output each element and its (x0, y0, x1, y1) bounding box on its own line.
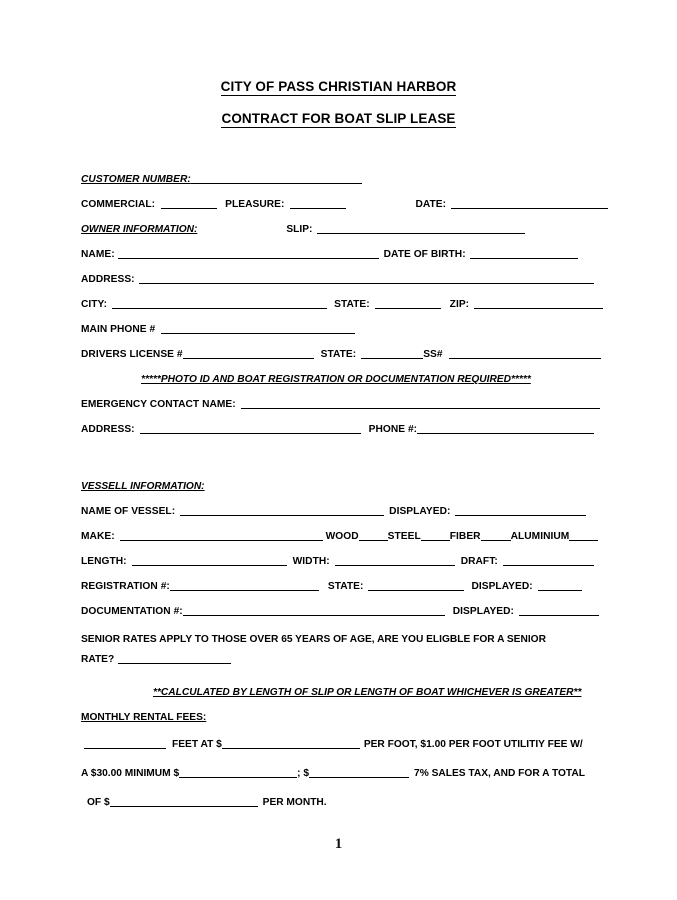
row-drivers-license (81, 342, 596, 367)
vessel-displayed-field[interactable] (455, 504, 586, 516)
fee-line-3-tail: PER MONTH. (262, 797, 327, 808)
material-fiber-field[interactable] (481, 529, 511, 541)
documentation-displayed-label: DISPLAYED: (452, 606, 514, 617)
make-label: MAKE: (81, 531, 115, 542)
city-state-label: STATE: (334, 299, 370, 310)
fee-line-2-mid: ; $ (297, 768, 310, 779)
draft-label: DRAFT: (460, 556, 498, 567)
city-field[interactable] (112, 297, 327, 309)
fee-feet-field[interactable] (84, 737, 166, 749)
length-label: LENGTH: (81, 556, 127, 567)
material-wood-label: WOOD (325, 531, 359, 542)
material-steel-field[interactable] (421, 529, 450, 541)
row-documentation (81, 599, 596, 624)
row-name-dob (81, 242, 596, 267)
material-aluminium-label: ALUMINIUM (510, 531, 570, 542)
row-commercial-pleasure-date (81, 192, 596, 217)
fee-minimum-field[interactable] (179, 766, 297, 778)
row-vessel-section-heading (81, 474, 596, 499)
name-of-vessel-field[interactable] (180, 504, 384, 516)
ssn-field[interactable] (449, 347, 601, 359)
senior-rate-text: SENIOR RATES APPLY TO THOSE OVER 65 YEARS OF AGE, ARE YOU ELIGBLE FOR A SENIOR RATE? (81, 634, 546, 665)
owner-address-field[interactable] (139, 272, 594, 284)
slip-field[interactable] (317, 222, 525, 234)
registration-state-label: STATE: (327, 581, 364, 592)
material-steel-label: STEEL (387, 531, 421, 542)
photo-id-notice (81, 367, 596, 392)
emergency-contact-name-field[interactable] (241, 397, 600, 409)
registration-field[interactable] (170, 579, 319, 591)
drivers-license-state-label: STATE: (320, 349, 357, 360)
row-owner-address (81, 267, 596, 292)
calculation-notice-text: **CALCULATED BY LENGTH OF SLIP OR LENGTH OF BOAT WHICHEVER IS GREATER** (153, 687, 582, 698)
drivers-license-label: DRIVERS LICENSE # (81, 349, 183, 360)
fee-feet-at-label: FEET AT $ (172, 739, 222, 750)
senior-rate-paragraph (81, 630, 581, 670)
date-field[interactable] (451, 197, 608, 209)
commercial-field[interactable] (161, 197, 217, 209)
owner-address-label: ADDRESS: (81, 274, 135, 285)
document-title-line-1 (81, 80, 596, 94)
fee-minimum-label: A $30.00 MINIMUM $ (81, 768, 180, 779)
name-field[interactable] (118, 247, 379, 259)
draft-field[interactable] (503, 554, 594, 566)
document-title-block (81, 0, 596, 125)
row-vessel-make-materials (81, 524, 596, 549)
emergency-phone-field[interactable] (417, 422, 594, 434)
row-owner-information-slip (81, 217, 596, 242)
fee-line-2-tail: 7% SALES TAX, AND FOR A TOTAL (414, 768, 585, 779)
date-label: DATE: (415, 199, 447, 210)
emergency-contact-name-label: EMERGENCY CONTACT NAME: (81, 399, 236, 410)
row-length-width-draft (81, 549, 596, 574)
pleasure-field[interactable] (290, 197, 346, 209)
fee-line-3 (81, 788, 596, 817)
registration-state-field[interactable] (368, 579, 464, 591)
photo-id-notice-text: *****PHOTO ID AND BOAT REGISTRATION OR DOCUMENTATION REQUIRED***** (141, 374, 531, 385)
vessel-information-label: VESSELL INFORMATION: (81, 481, 205, 492)
emergency-address-label: ADDRESS: (81, 424, 135, 435)
document-title-line-2-text: CONTRACT FOR BOAT SLIP LEASE (221, 110, 456, 126)
fee-line-1-tail: PER FOOT, $1.00 PER FOOT UTILITIY FEE W/ (363, 739, 583, 750)
material-aluminium-field[interactable] (569, 529, 598, 541)
ssn-label: SS# (423, 349, 443, 360)
commercial-label: COMMERCIAL: (81, 199, 156, 210)
calculation-notice (81, 680, 596, 705)
document-title-line-1-text: CITY OF PASS CHRISTIAN HARBOR (220, 79, 457, 94)
row-city-state-zip (81, 292, 596, 317)
row-emergency-address-phone (81, 417, 596, 442)
monthly-rental-fees-label: MONTHLY RENTAL FEES: (81, 712, 207, 723)
spacer-after-title-2 (81, 155, 596, 167)
fee-line-2 (81, 759, 596, 788)
row-customer-number (81, 167, 596, 192)
spacer-before-vessel-2 (81, 462, 596, 474)
registration-label: REGISTRATION #: (81, 581, 170, 592)
document-body (81, 0, 596, 817)
width-field[interactable] (335, 554, 455, 566)
customer-number-label: CUSTOMER NUMBER: (81, 174, 191, 185)
page-number: 1 (334, 836, 343, 852)
owner-information-label: OWNER INFORMATION: (81, 224, 198, 235)
documentation-label: DOCUMENTATION #: (81, 606, 183, 617)
document-title-line-2 (81, 112, 596, 126)
row-registration (81, 574, 596, 599)
vessel-displayed-label: DISPLAYED: (389, 506, 451, 517)
drivers-license-field[interactable] (183, 347, 314, 359)
registration-displayed-field[interactable] (538, 579, 582, 591)
fee-total-label: OF $ (87, 797, 110, 808)
width-label: WIDTH: (292, 556, 330, 567)
drivers-license-state-field[interactable] (361, 347, 423, 359)
row-vessel-name-displayed (81, 499, 596, 524)
city-state-field[interactable] (375, 297, 441, 309)
documentation-field[interactable] (183, 604, 445, 616)
customer-number-field[interactable] (191, 172, 362, 184)
name-label: NAME: (81, 249, 115, 260)
date-of-birth-label: DATE OF BIRTH: (383, 249, 466, 260)
slip-label: SLIP: (286, 224, 313, 235)
fee-line-1 (81, 730, 596, 759)
registration-displayed-label: DISPLAYED: (471, 581, 533, 592)
spacer-before-vessel (81, 442, 596, 462)
row-main-phone (81, 317, 596, 342)
emergency-phone-label: PHONE #: (368, 424, 418, 435)
make-field[interactable] (120, 529, 323, 541)
emergency-address-field[interactable] (140, 422, 361, 434)
senior-rate-field[interactable] (118, 652, 231, 664)
city-label: CITY: (81, 299, 108, 310)
row-emergency-contact-name (81, 392, 596, 417)
length-field[interactable] (132, 554, 287, 566)
fee-tax-field[interactable] (309, 766, 409, 778)
name-of-vessel-label: NAME OF VESSEL: (81, 506, 176, 517)
documentation-displayed-field[interactable] (519, 604, 599, 616)
fee-total-field[interactable] (110, 795, 258, 807)
date-of-birth-field[interactable] (470, 247, 578, 259)
material-fiber-label: FIBER (449, 531, 481, 542)
material-wood-field[interactable] (359, 529, 388, 541)
zip-label: ZIP: (449, 299, 470, 310)
pleasure-label: PLEASURE: (225, 199, 285, 210)
main-phone-label: MAIN PHONE # (81, 324, 156, 335)
fee-per-foot-amount-field[interactable] (222, 737, 360, 749)
main-phone-field[interactable] (161, 322, 355, 334)
spacer-after-title (81, 125, 596, 155)
zip-field[interactable] (474, 297, 603, 309)
